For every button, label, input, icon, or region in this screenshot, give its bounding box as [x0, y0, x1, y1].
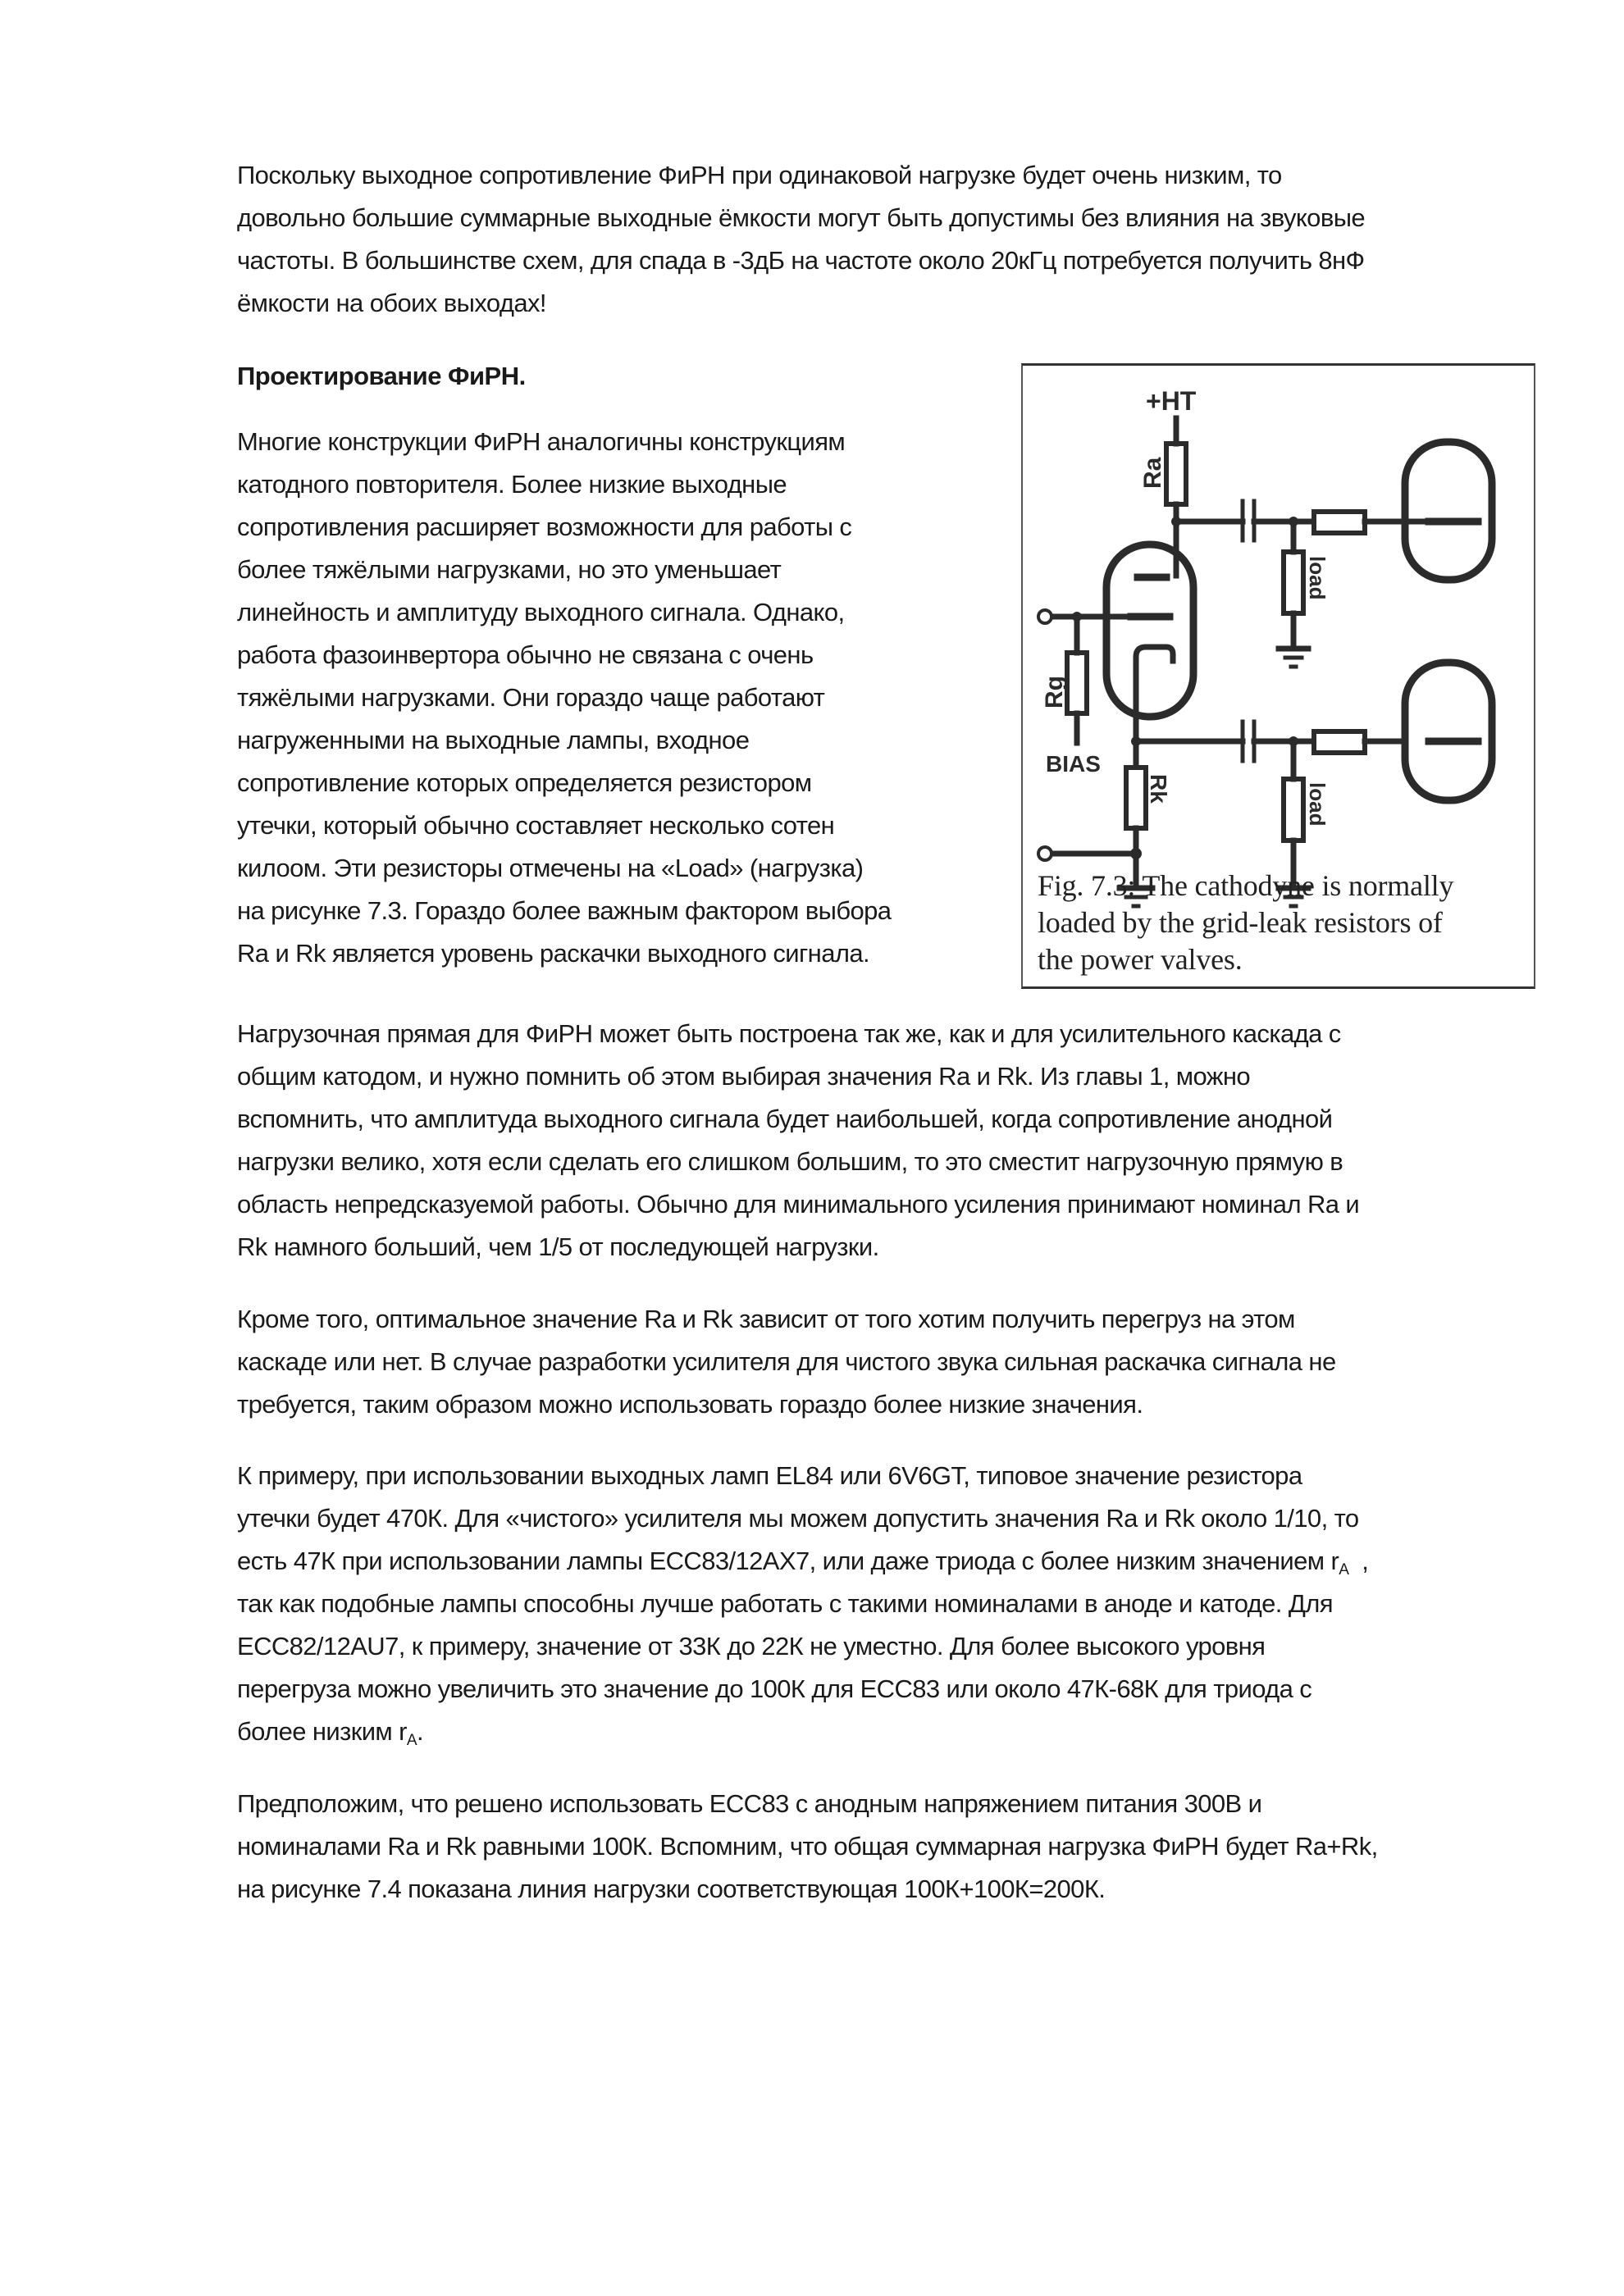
paragraph-example-values: [237, 1455, 1368, 1753]
text-line: Ra и Rk является уровень раскачки выходного сигнала.: [237, 939, 869, 968]
text-segment: есть 47К при использовании лампы ECC83/12AX7, или даже триода с более низким значением r: [237, 1547, 1339, 1575]
text-line: К примеру, при использовании выходных ламп EL84 или 6V6GT, типовое значение резистора: [237, 1461, 1302, 1490]
text-line: нагрузки велико, хотя если сделать его слишком большим, то это сместит нагрузочную прямую в: [237, 1147, 1343, 1176]
paragraph-output-capacitance: [237, 154, 1365, 325]
caption-line: the power valves.: [1038, 943, 1243, 976]
text-line: общим катодом, и нужно помнить об этом выбирая значения Ra и Rk. Из главы 1, можно: [237, 1062, 1251, 1091]
text-line: Нагрузочная прямая для ФиРН может быть построена так же, как и для усилительного каскада с: [237, 1019, 1341, 1048]
text-line: килоом. Эти резисторы отмечены на «Load» (нагрузка): [237, 854, 864, 882]
text-line: на рисунке 7.3. Гораздо более важным фактором выбора: [237, 896, 892, 925]
text-line: Многие конструкции ФиРН аналогичны конструкциям: [237, 427, 846, 456]
text-line: частоты. В большинстве схем, для спада в -3дБ на частоте около 20кГц потребуется получить 8нФ: [237, 246, 1365, 275]
text-line: область непредсказуемой работы. Обычно для минимального усиления принимают номинал Ra и: [237, 1190, 1360, 1219]
caption-line: Fig. 7.3: The cathodyne is normally: [1038, 869, 1454, 902]
label-rg: Rg: [1041, 676, 1068, 708]
text-line: сопротивление которых определяется резистором: [237, 768, 812, 797]
text-line: Rk намного больший, чем 1/5 от последующей нагрузки.: [237, 1232, 879, 1261]
label-load-bottom: load: [1305, 782, 1330, 827]
label-rk: Rk: [1146, 774, 1171, 804]
figure-caption: [1038, 868, 1453, 978]
text-line: ECC82/12AU7, к примеру, значение от 33К до 22К не уместно. Для более высокого уровня: [237, 1632, 1266, 1660]
text-line: более тяжёлыми нагрузками, но это уменьшает: [237, 555, 782, 584]
text-line: вспомнить, что амплитуда выходного сигнала будет наибольшей, когда сопротивление анодной: [237, 1105, 1333, 1133]
text-line: довольно большие суммарные выходные ёмкости могут быть допустимы без влияния на звуковые: [237, 203, 1366, 232]
text-line: работа фазоинвертора обычно не связана с очень: [237, 640, 814, 669]
figure-7-3-cathodyne-schematic: [1021, 363, 1535, 989]
paragraph-ecc83-example: [237, 1783, 1378, 1911]
section-heading: Проектирование ФиРН.: [237, 362, 526, 390]
text-line: требуется, таким образом можно использовать гораздо более низкие значения.: [237, 1390, 1143, 1419]
text-line: линейность и амплитуду выходного сигнала. Однако,: [237, 598, 845, 626]
text-line: так как подобные лампы способны лучше работать с такими номиналами в аноде и катоде. Для: [237, 1589, 1333, 1618]
label-ra: Ra: [1139, 457, 1166, 489]
text-line: номиналами Ra и Rk равными 100К. Вспомним, что общая суммарная нагрузка ФиРН будет Ra+Rk,: [237, 1832, 1378, 1861]
text-line: ёмкости на обоих выходах!: [237, 289, 546, 317]
text-line: [237, 1540, 1368, 1583]
text-line: утечки, который обычно составляет несколько сотен: [237, 811, 835, 840]
text-line: катодного повторителя. Более низкие выходные: [237, 470, 787, 499]
text-line: Кроме того, оптимальное значение Ra и Rk зависит от того хотим получить перегруз на этом: [237, 1305, 1295, 1333]
text-line: тяжёлыми нагрузками. Они гораздо чаще работают: [237, 683, 825, 712]
text-segment: более низким r: [237, 1717, 407, 1746]
label-ht: +HT: [1146, 386, 1197, 416]
paragraph-optimal-values: [237, 1298, 1336, 1426]
text-line: Поскольку выходное сопротивление ФиРН при одинаковой нагрузке будет очень низким, то: [237, 161, 1282, 189]
text-line: сопротивления расширяет возможности для работы с: [237, 512, 852, 541]
caption-line: loaded by the grid-leak resistors of: [1038, 906, 1443, 939]
label-load-top: load: [1305, 556, 1330, 600]
text-line: Предположим, что решено использовать ECC83 с анодным напряжением питания 300В и: [237, 1789, 1262, 1818]
label-bias: BIAS: [1046, 751, 1101, 777]
subscript-a: A: [1339, 1561, 1349, 1578]
subscript-a: A: [406, 1732, 417, 1749]
text-line: на рисунке 7.4 показана линия нагрузки соответствующая 100К+100К=200К.: [237, 1875, 1106, 1903]
text-line: утечки будет 470К. Для «чистого» усилителя мы можем допустить значения Ra и Rk около 1/10, то: [237, 1504, 1359, 1533]
text-line: [237, 1711, 1368, 1753]
text-segment: ,: [1348, 1547, 1369, 1575]
paragraph-design-intro: [237, 421, 891, 975]
text-line: перегруза можно увеличить это значение до 100К для ECC83 или около 47К-68К для триода с: [237, 1674, 1312, 1703]
paragraph-load-line: [237, 1013, 1359, 1269]
text-segment: .: [416, 1717, 423, 1746]
text-line: каскаде или нет. В случае разработки усилителя для чистого звука сильная раскачка сигнала не: [237, 1347, 1336, 1376]
text-line: нагруженными на выходные лампы, входное: [237, 726, 750, 754]
